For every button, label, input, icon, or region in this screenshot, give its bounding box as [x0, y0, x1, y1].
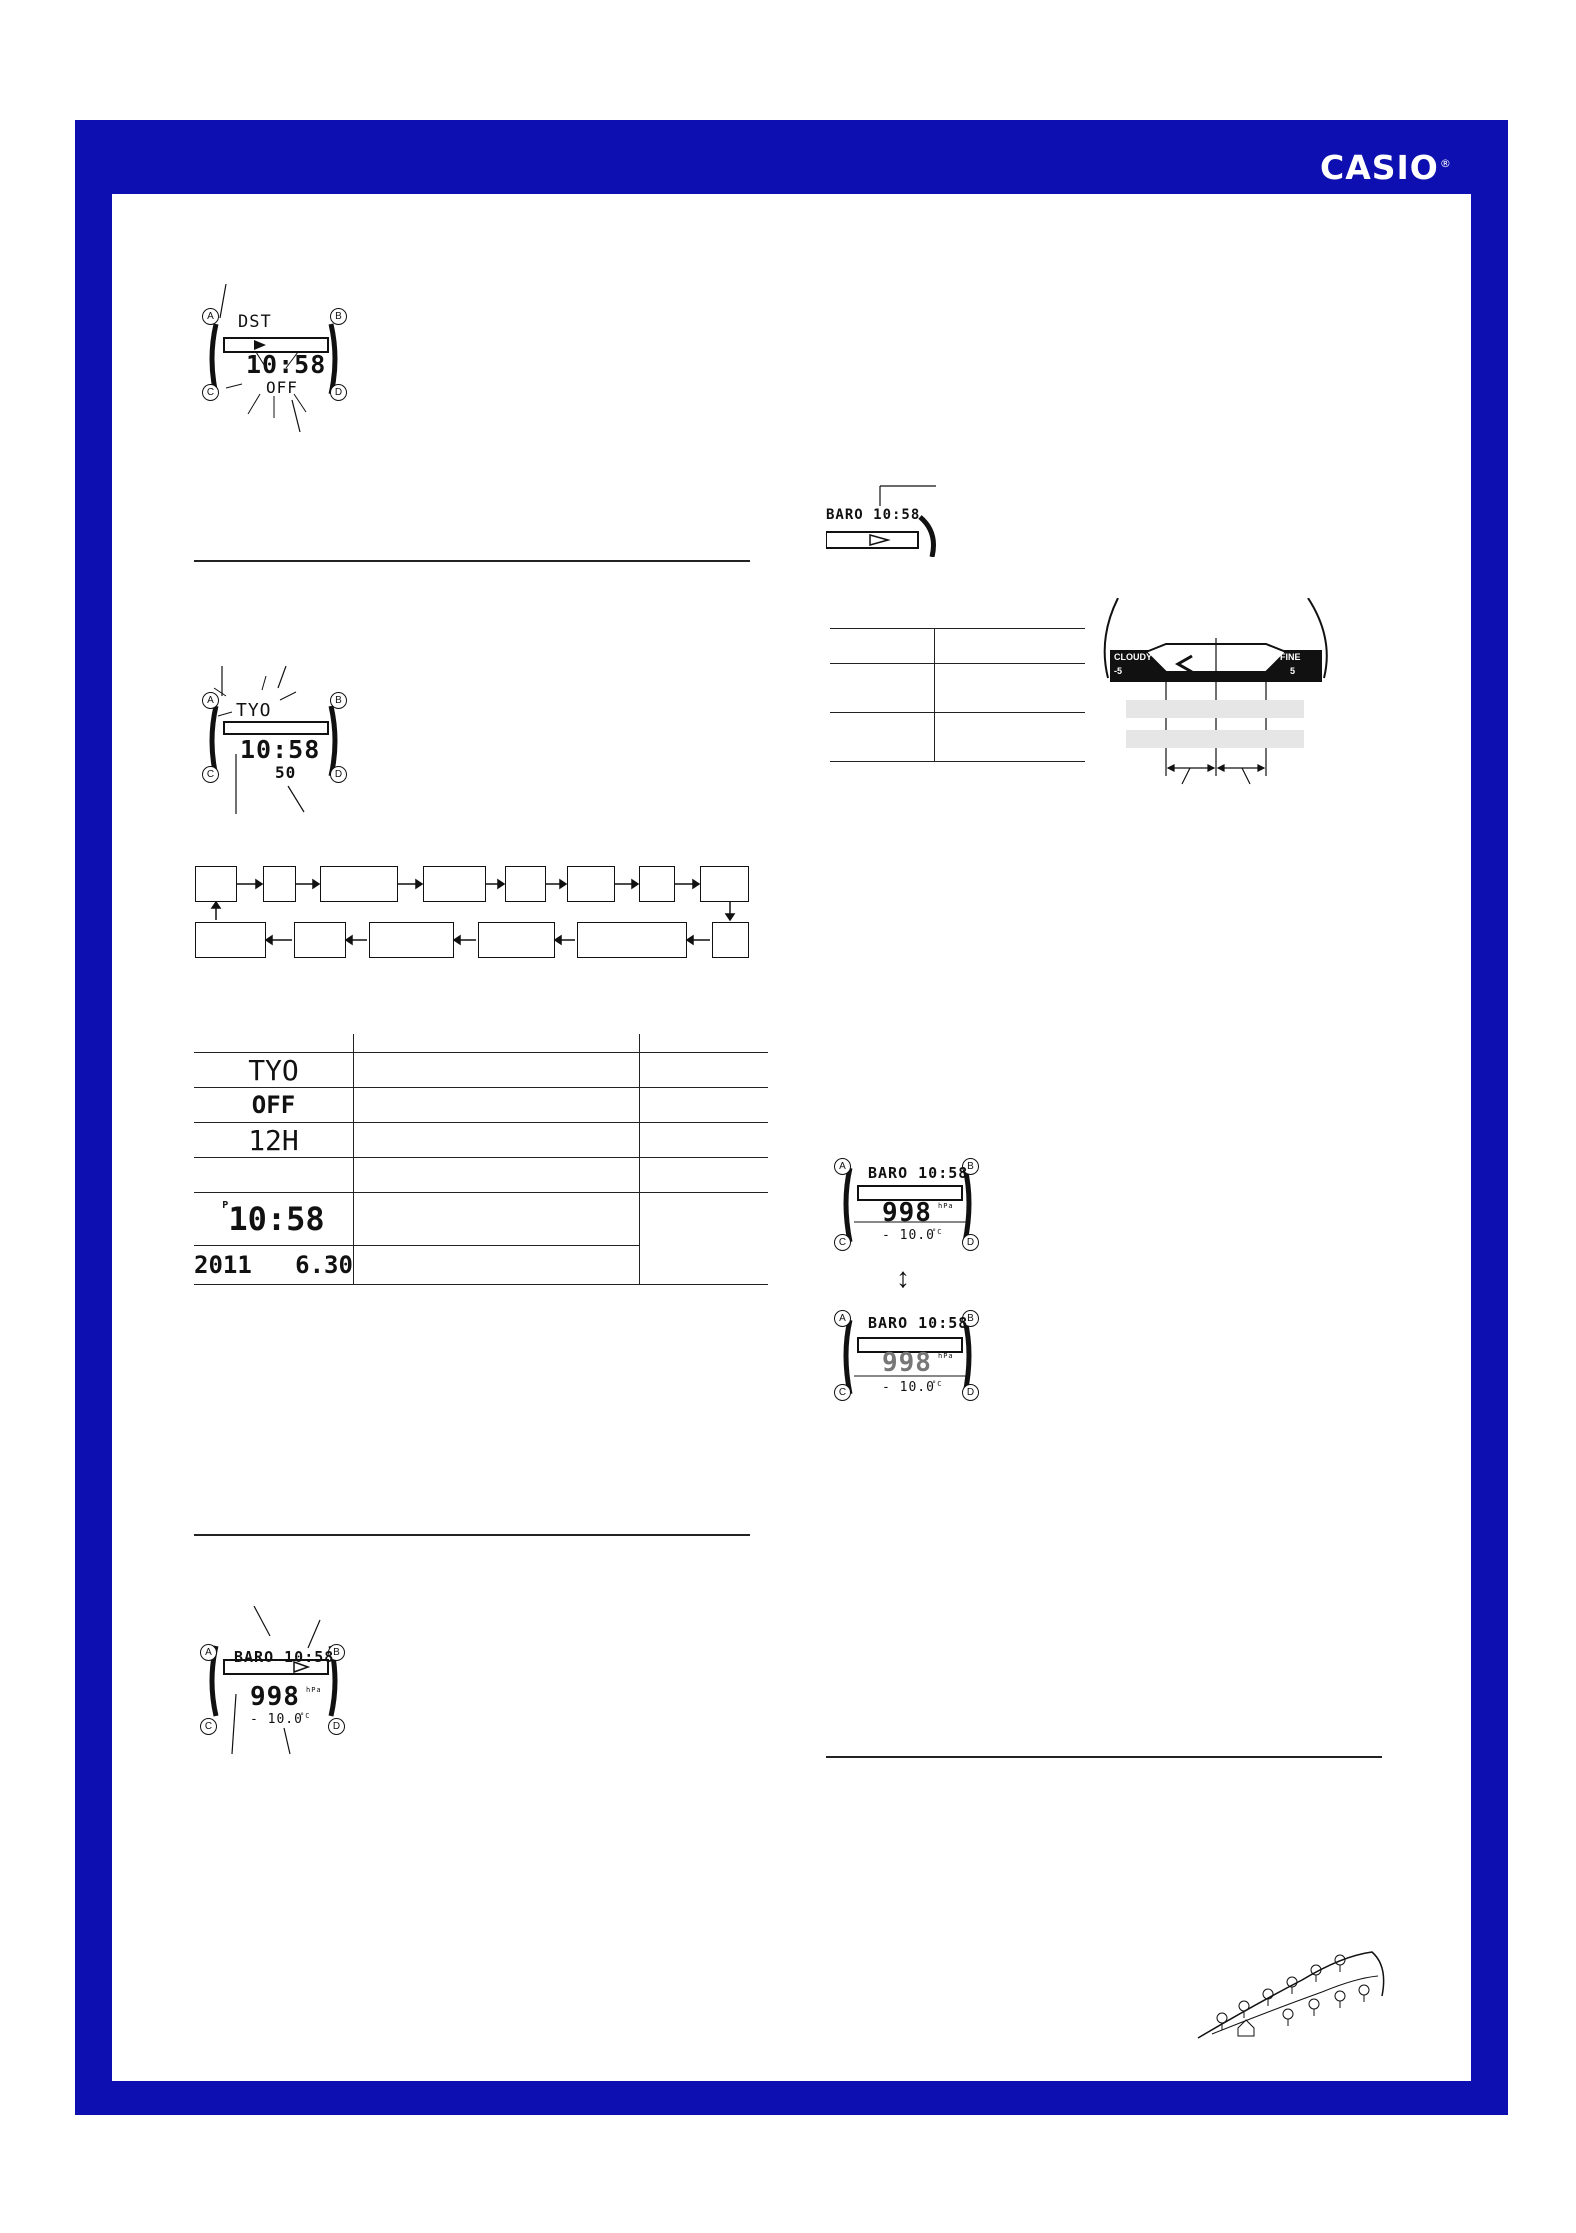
- dst-display-top: DST: [238, 312, 272, 332]
- table-row: 2011 6.30: [194, 1246, 768, 1285]
- gauge-band-2: [1126, 730, 1304, 748]
- section-divider-3: [826, 1756, 1382, 1758]
- button-a-pair-top: A: [834, 1158, 851, 1175]
- pair-top-display-unit: hPa: [938, 1202, 954, 1210]
- button-d-baro: D: [328, 1718, 345, 1735]
- city-display-bottom: 50: [275, 763, 297, 782]
- button-b-dst: B: [330, 308, 347, 325]
- city-display-top: TYO: [236, 700, 272, 721]
- hill-landscape-illustration: [1192, 1946, 1392, 2046]
- pair-bottom-display-top: BARO 10:58: [868, 1314, 969, 1332]
- dst-display-time: 10:58: [246, 350, 327, 379]
- toggle-arrow: ↕: [896, 1262, 910, 1293]
- table-row: [830, 713, 1085, 762]
- pair-bottom-display-temp-unit: °C: [932, 1380, 943, 1388]
- button-c-city: C: [202, 766, 219, 783]
- casio-logo: CASIO®: [1320, 148, 1452, 187]
- setting-table: [194, 1034, 768, 1285]
- pair-top-display-temp: - 10.0: [882, 1228, 935, 1243]
- table-row: [194, 1158, 768, 1193]
- pair-bottom-display-temp: - 10.0: [882, 1380, 935, 1395]
- pair-top-display-pressure: 998: [882, 1198, 932, 1228]
- table-row: TYO: [194, 1053, 768, 1088]
- button-a-city: A: [202, 692, 219, 709]
- button-d-pair-top: D: [962, 1234, 979, 1251]
- table-row: OFF: [194, 1088, 768, 1123]
- pair-top-display-temp-unit: °C: [932, 1228, 943, 1236]
- pair-bottom-display-unit: hPa: [938, 1352, 954, 1360]
- baro-display-temp-unit: °C: [300, 1712, 311, 1720]
- section-divider-2: [194, 1534, 750, 1536]
- button-b-baro: B: [328, 1644, 345, 1661]
- pair-top-display-top: BARO 10:58: [868, 1164, 969, 1182]
- gauge-label-fine: FINE: [1280, 652, 1301, 662]
- flow-arrows: [190, 860, 760, 970]
- gauge-value-left: -5: [1114, 666, 1123, 676]
- table-row: [830, 664, 1085, 713]
- baro-indicator-text: BARO 10:58: [826, 507, 921, 523]
- baro-display-pressure: 998: [250, 1682, 300, 1712]
- baro-display-unit: hPa: [306, 1686, 322, 1694]
- button-c-baro: C: [200, 1718, 217, 1735]
- gauge-label-cloudy: CLOUDY: [1114, 652, 1152, 662]
- button-d-city: D: [330, 766, 347, 783]
- tendency-table: [830, 628, 1085, 762]
- pair-bottom-display-pressure: 998: [882, 1348, 932, 1378]
- section-divider-1: [194, 560, 750, 562]
- baro-display-temp: - 10.0: [250, 1712, 303, 1727]
- button-a-pair-bottom: A: [834, 1310, 851, 1327]
- button-d-dst: D: [330, 384, 347, 401]
- button-c-pair-top: C: [834, 1234, 851, 1251]
- button-a-dst: A: [202, 308, 219, 325]
- baro-display-top: BARO 10:58: [234, 1648, 335, 1666]
- button-c-dst: C: [202, 384, 219, 401]
- dst-display-bottom: OFF: [266, 378, 298, 397]
- city-display-time: 10:58: [240, 735, 321, 764]
- button-c-pair-bottom: C: [834, 1384, 851, 1401]
- button-b-pair-bottom: B: [962, 1310, 979, 1327]
- table-row: $^P$10:58: [194, 1193, 768, 1246]
- button-b-city: B: [330, 692, 347, 709]
- table-row: 12H: [194, 1123, 768, 1158]
- gauge-band-1: [1126, 700, 1304, 718]
- button-a-baro: A: [200, 1644, 217, 1661]
- button-d-pair-bottom: D: [962, 1384, 979, 1401]
- gauge-value-right: 5: [1290, 666, 1296, 676]
- tendency-gauge-illustration: [1098, 598, 1338, 786]
- button-b-pair-top: B: [962, 1158, 979, 1175]
